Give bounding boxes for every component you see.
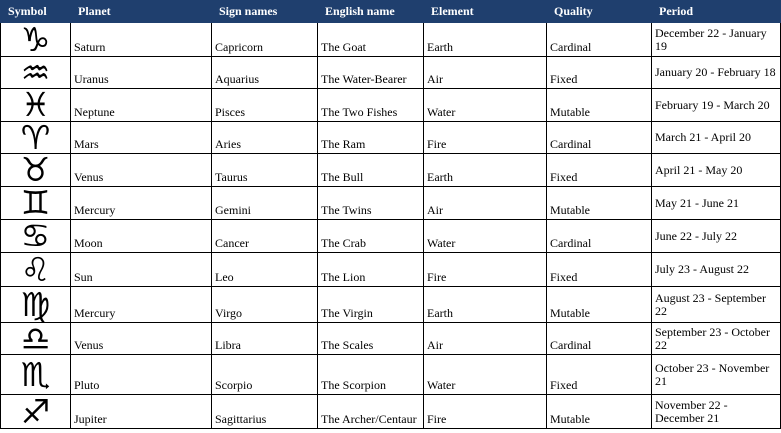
element-cell: Air <box>424 57 547 89</box>
scorpio-icon: ♏ <box>1 355 71 395</box>
period-cell: August 23 - September 22 <box>652 287 781 323</box>
sign-name-cell: Leo <box>212 253 318 287</box>
table-body <box>1 23 781 429</box>
planet-cell: Sun <box>71 253 212 287</box>
planet-cell: Neptune <box>71 89 212 122</box>
english-name-cell: The Water-Bearer <box>318 57 424 89</box>
sign-name-cell: Libra <box>212 323 318 355</box>
table-row <box>1 253 781 287</box>
period-cell: June 22 - July 22 <box>652 220 781 253</box>
planet-cell: Saturn <box>71 23 212 57</box>
sign-name-cell: Virgo <box>212 287 318 323</box>
period-cell: March 21 - April 20 <box>652 122 781 154</box>
element-cell: Water <box>424 220 547 253</box>
period-cell: May 21 - June 21 <box>652 187 781 220</box>
period-cell: October 23 - November 21 <box>652 355 781 395</box>
element-cell: Earth <box>424 154 547 187</box>
header-english-name: English name <box>318 1 424 23</box>
english-name-cell: The Twins <box>318 187 424 220</box>
english-name-cell: The Goat <box>318 23 424 57</box>
sign-name-cell: Capricorn <box>212 23 318 57</box>
table-row <box>1 154 781 187</box>
quality-cell: Cardinal <box>547 23 652 57</box>
table-row <box>1 395 781 429</box>
element-cell: Water <box>424 89 547 122</box>
english-name-cell: The Scales <box>318 323 424 355</box>
period-cell: January 20 - February 18 <box>652 57 781 89</box>
period-cell: December 22 - January 19 <box>652 23 781 57</box>
quality-cell: Fixed <box>547 253 652 287</box>
period-cell: February 19 - March 20 <box>652 89 781 122</box>
sign-name-cell: Sagittarius <box>212 395 318 429</box>
sign-name-cell: Pisces <box>212 89 318 122</box>
element-cell: Fire <box>424 253 547 287</box>
element-cell: Fire <box>424 122 547 154</box>
english-name-cell: The Bull <box>318 154 424 187</box>
period-cell: July 23 - August 22 <box>652 253 781 287</box>
aquarius-icon: ♒ <box>1 57 71 89</box>
table-row <box>1 287 781 323</box>
sign-name-cell: Gemini <box>212 187 318 220</box>
quality-cell: Cardinal <box>547 122 652 154</box>
aries-icon: ♈ <box>1 122 71 154</box>
table-row <box>1 355 781 395</box>
header-quality: Quality <box>547 1 652 23</box>
quality-cell: Fixed <box>547 355 652 395</box>
cancer-icon: ♋ <box>1 220 71 253</box>
sign-name-cell: Cancer <box>212 220 318 253</box>
english-name-cell: The Lion <box>318 253 424 287</box>
period-cell: September 23 - October 22 <box>652 323 781 355</box>
table-row <box>1 89 781 122</box>
element-cell: Air <box>424 323 547 355</box>
table-row <box>1 23 781 57</box>
planet-cell: Uranus <box>71 57 212 89</box>
planet-cell: Mercury <box>71 287 212 323</box>
planet-cell: Mars <box>71 122 212 154</box>
quality-cell: Fixed <box>547 154 652 187</box>
table-row <box>1 220 781 253</box>
english-name-cell: The Virgin <box>318 287 424 323</box>
quality-cell: Mutable <box>547 187 652 220</box>
planet-cell: Pluto <box>71 355 212 395</box>
header-row <box>1 1 781 23</box>
gemini-icon: ♊ <box>1 187 71 220</box>
table-row <box>1 187 781 220</box>
sign-name-cell: Aries <box>212 122 318 154</box>
header-element: Element <box>424 1 547 23</box>
libra-icon: ♎ <box>1 323 71 355</box>
quality-cell: Cardinal <box>547 323 652 355</box>
quality-cell: Mutable <box>547 287 652 323</box>
quality-cell: Mutable <box>547 395 652 429</box>
header-planet: Planet <box>71 1 212 23</box>
pisces-icon: ♓ <box>1 89 71 122</box>
leo-icon: ♌ <box>1 253 71 287</box>
sign-name-cell: Taurus <box>212 154 318 187</box>
period-cell: April 21 - May 20 <box>652 154 781 187</box>
period-cell: November 22 - December 21 <box>652 395 781 429</box>
sign-name-cell: Scorpio <box>212 355 318 395</box>
table-row <box>1 323 781 355</box>
header-symbol: Symbol <box>1 1 71 23</box>
element-cell: Earth <box>424 23 547 57</box>
element-cell: Fire <box>424 395 547 429</box>
planet-cell: Moon <box>71 220 212 253</box>
capricorn-icon: ♑ <box>1 23 71 57</box>
planet-cell: Venus <box>71 323 212 355</box>
sign-name-cell: Aquarius <box>212 57 318 89</box>
element-cell: Water <box>424 355 547 395</box>
quality-cell: Cardinal <box>547 220 652 253</box>
virgo-icon: ♍ <box>1 287 71 323</box>
element-cell: Earth <box>424 287 547 323</box>
quality-cell: Fixed <box>547 57 652 89</box>
english-name-cell: The Scorpion <box>318 355 424 395</box>
header-period: Period <box>652 1 781 23</box>
header-sign-names: Sign names <box>212 1 318 23</box>
taurus-icon: ♉ <box>1 154 71 187</box>
table-row <box>1 122 781 154</box>
planet-cell: Jupiter <box>71 395 212 429</box>
english-name-cell: The Ram <box>318 122 424 154</box>
english-name-cell: The Crab <box>318 220 424 253</box>
quality-cell: Mutable <box>547 89 652 122</box>
element-cell: Air <box>424 187 547 220</box>
english-name-cell: The Archer/Centaur <box>318 395 424 429</box>
sagittarius-icon: ♐ <box>1 395 71 429</box>
planet-cell: Venus <box>71 154 212 187</box>
planet-cell: Mercury <box>71 187 212 220</box>
table-row <box>1 57 781 89</box>
english-name-cell: The Two Fishes <box>318 89 424 122</box>
